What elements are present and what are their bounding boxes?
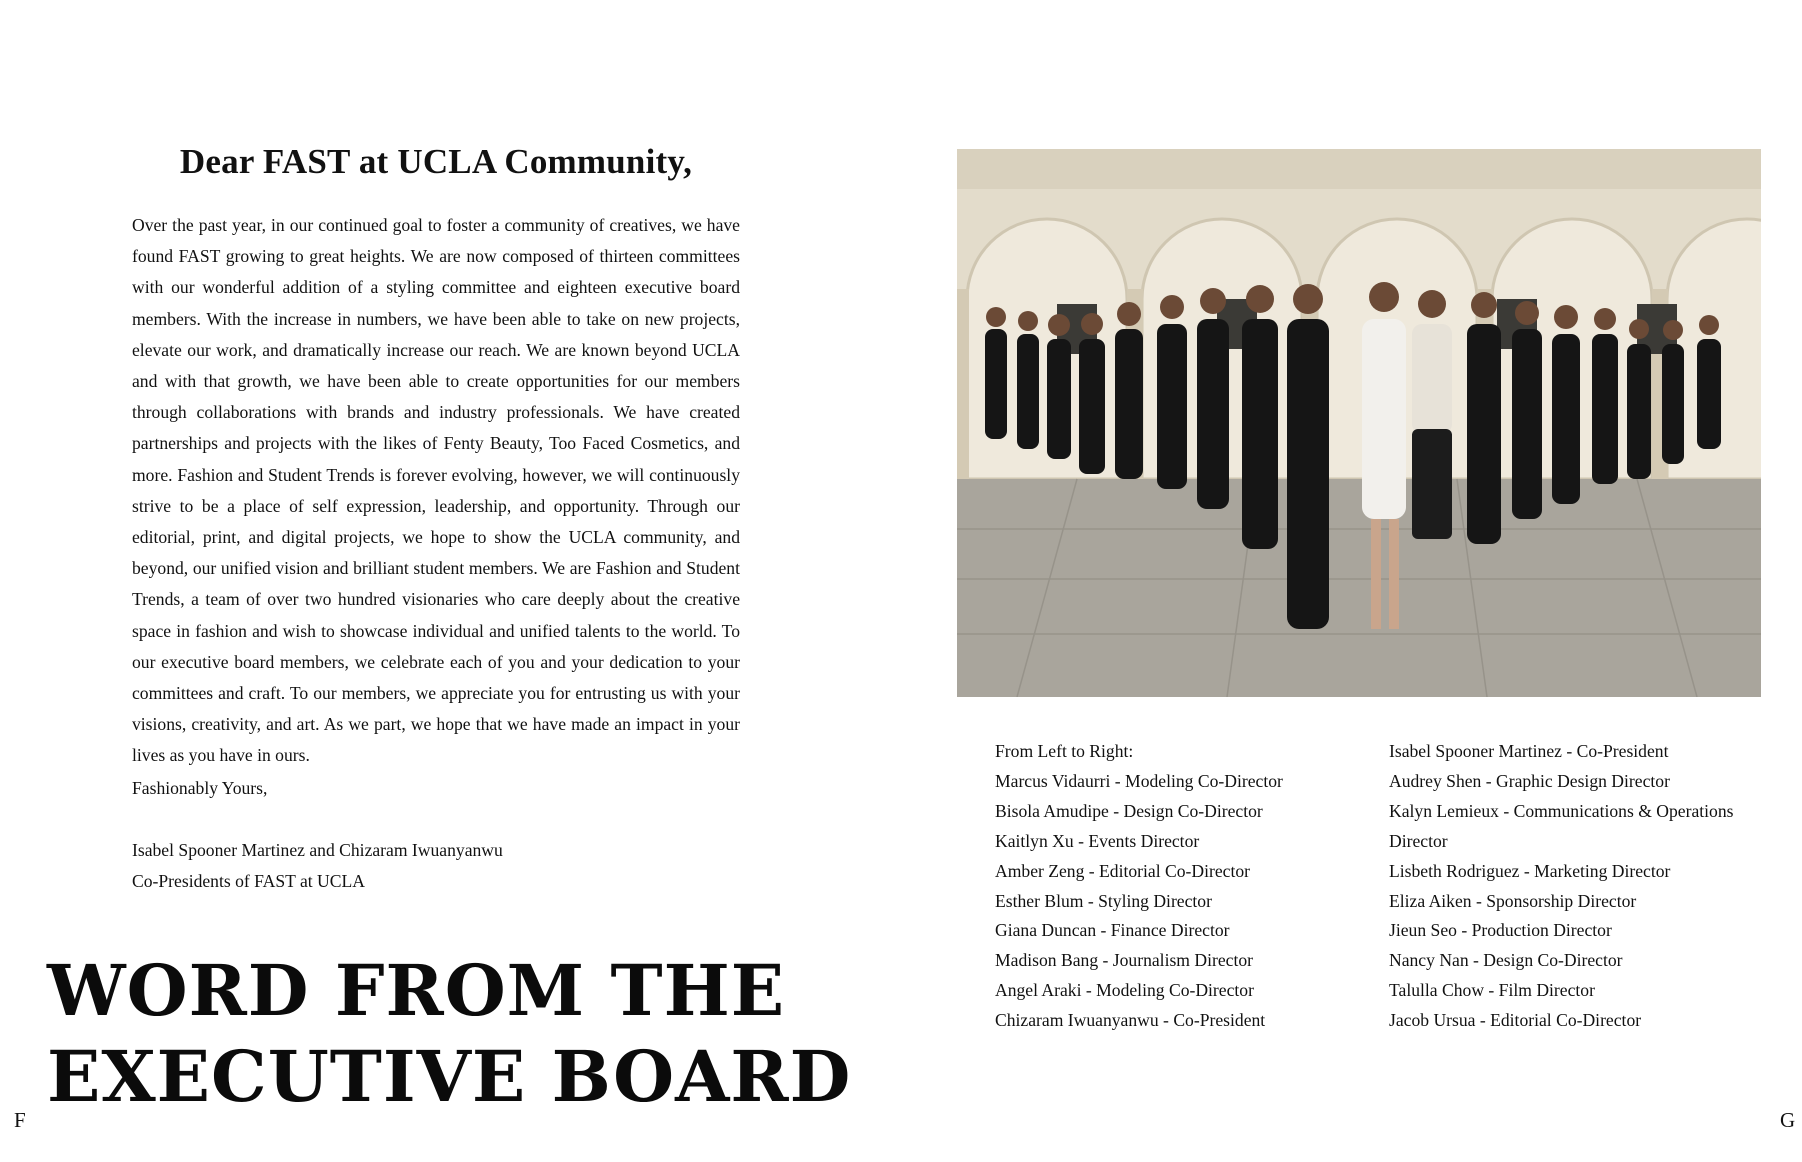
letter-salutation: Dear FAST at UCLA Community,: [179, 142, 693, 181]
letter-closing: Fashionably Yours,: [132, 778, 268, 798]
caption-line: Jacob Ursua - Editorial Co-Director: [1389, 1010, 1642, 1031]
caption-line: Jieun Seo - Production Director: [1389, 920, 1612, 941]
letter-signatory-title: Co-Presidents of FAST at UCLA: [132, 871, 365, 892]
section-title-line-1: WORD FROM THE: [47, 949, 786, 1032]
group-photo-illustration: [957, 149, 1761, 697]
caption-line: Audrey Shen - Graphic Design Director: [1389, 770, 1670, 791]
section-title: [47, 948, 851, 1120]
caption-line: Kaitlyn Xu - Events Director: [995, 830, 1200, 851]
page-letter-left: F: [14, 1108, 26, 1132]
caption-line: Eliza Aiken - Sponsorship Director: [1389, 890, 1637, 911]
letter-signatories: Isabel Spooner Martinez and Chizaram Iwuanyanwu: [132, 840, 503, 861]
caption-line: Angel Araki - Modeling Co-Director: [995, 980, 1254, 1001]
caption-line: Amber Zeng - Editorial Co-Director: [995, 860, 1251, 881]
caption-line: From Left to Right:: [995, 741, 1134, 761]
caption-line: Nancy Nan - Design Co-Director: [1389, 950, 1623, 971]
page-letter-right: G: [1780, 1108, 1796, 1132]
caption-left-column: [995, 737, 1355, 1036]
caption-line: Bisola Amudipe - Design Co-Director: [995, 800, 1263, 821]
caption-line: Talulla Chow - Film Director: [1389, 980, 1595, 1001]
caption-line: Giana Duncan - Finance Director: [995, 920, 1230, 941]
section-title-line-2: EXECUTIVE BOARD: [47, 1035, 852, 1118]
executive-board-photo: [957, 149, 1761, 697]
caption-line: Esther Blum - Styling Director: [995, 890, 1212, 911]
caption-right-column: [1389, 737, 1759, 1036]
caption-line: Madison Bang - Journalism Director: [995, 950, 1253, 971]
caption-line: Marcus Vidaurri - Modeling Co-Director: [995, 770, 1283, 791]
letter-signoff: [132, 773, 740, 898]
caption-line: Lisbeth Rodriguez - Marketing Director: [1389, 860, 1671, 881]
letter-body: Over the past year, in our continued goal to foster a community of creatives, we have found FAST growing to great heights. We are now composed of thirteen committees with our wonderful addition of a styling committee and eighteen executive board members. With the increase in numbers, we have been able to take on new projects, elevate our work, and dramatically increase our reach. We are known beyond UCLA and with that growth, we have been able to create opportunities for our members through collaborations with brands and industry professionals. We have created partnerships and projects with the likes of Fenty Beauty, Too Faced Cosmetics, and more. Fashion and Student Trends is forever evolving, however, we will continuously strive to be a place of self expression, leadership, and opportunity. Through our editorial, print, and digital projects, we hope to show the UCLA community, and beyond, our unified vision and brilliant student members. We are Fashion and Student Trends, a team of over two hundred visionaries who care deeply about the creative space in fashion and wish to showcase individual and unified talents to the world. To our executive board members, we celebrate each of you and your dedication to your committees and craft. To our members, we appreciate you for entrusting us with your visions, creativity, and art. As we part, we hope that we have made an impact in your lives as you have in ours.: [132, 215, 740, 766]
caption-line: Chizaram Iwuanyanwu - Co-President: [995, 1010, 1266, 1031]
caption-line: Kalyn Lemieux - Communications & Operations Director: [1389, 800, 1734, 851]
caption-line: Isabel Spooner Martinez - Co-President: [1389, 741, 1669, 761]
